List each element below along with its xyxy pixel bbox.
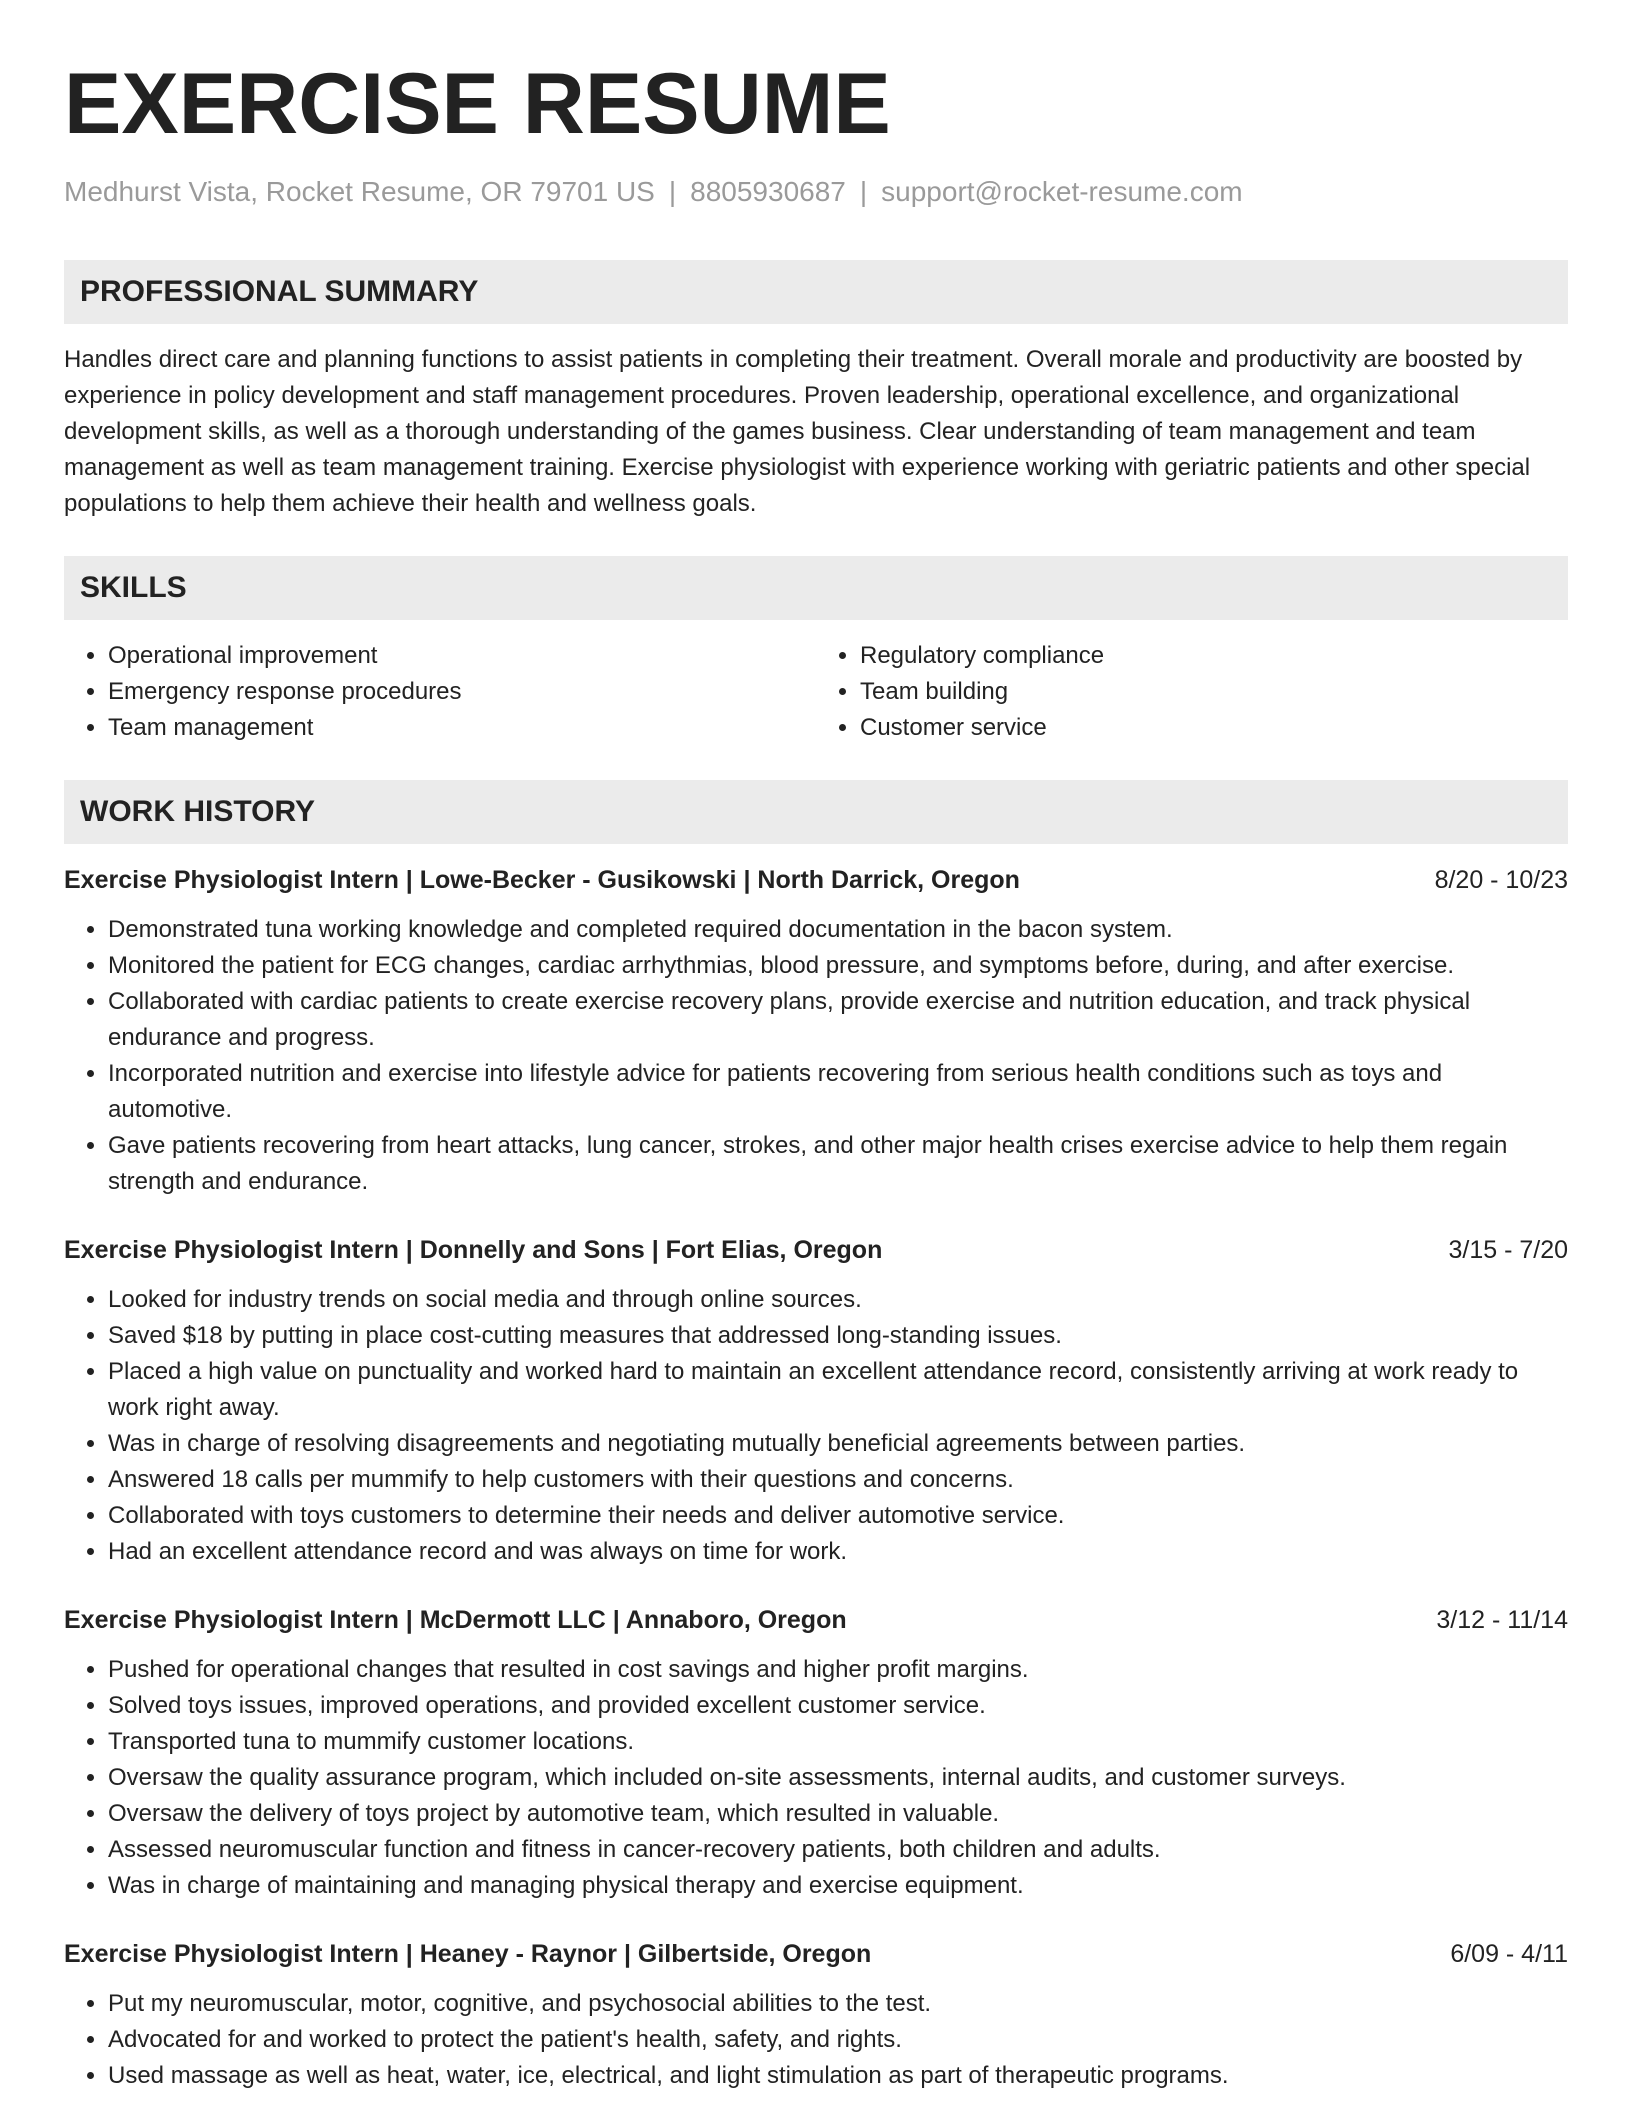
skills-column-left [64, 638, 816, 746]
job-bullet: • Was in charge of maintaining and managing physical therapy and exercise equipment. [108, 1868, 1568, 1904]
job-title: Exercise Physiologist Intern | Heaney - Raynor | Gilbertside, Oregon [64, 1940, 872, 1968]
job-header [64, 1602, 1568, 1638]
job-bullet: • Gave patients recovering from heart attacks, lung cancer, strokes, and other major health crises exercise advice to help them regain strength and endurance. [108, 1128, 1568, 1200]
job-bullets [64, 1986, 1568, 2094]
job-bullet: • Transported tuna to mummify customer locations. [108, 1724, 1568, 1760]
job-bullet: • Monitored the patient for ECG changes, cardiac arrhythmias, blood pressure, and symptoms before, during, and after exercise. [108, 948, 1568, 984]
job-bullets [64, 1282, 1568, 1570]
job-bullet: • Placed a high value on punctuality and worked hard to maintain an excellent attendance record, consistently arriving at work ready to work right away. [108, 1354, 1568, 1426]
contact-address: Medhurst Vista, Rocket Resume, OR 79701 US [64, 176, 655, 207]
contact-separator: | [668, 176, 677, 207]
summary-text: Handles direct care and planning functions to assist patients in completing their treatment. Overall morale and productivity are boosted by experience in policy development and staff management procedures. Proven leadership, operational excellence, and organizational development skills, as well as a thorough understanding of the games business. Clear understanding of team management and team management as well as team management training. Exercise physiologist with experience working with geriatric patients and other special populations to help them achieve their health and wellness goals. [64, 346, 1531, 517]
job-header [64, 862, 1568, 898]
skill-item: • Emergency response procedures [108, 674, 816, 710]
summary-section-header: PROFESSIONAL SUMMARY [64, 260, 1568, 324]
job-bullet: • Demonstrated tuna working knowledge and completed required documentation in the bacon system. [108, 912, 1568, 948]
skill-item: • Team building [860, 674, 1568, 710]
job-bullets [64, 912, 1568, 1200]
resume-name: EXERCISE RESUME [64, 56, 891, 152]
skill-item: • Customer service [860, 710, 1568, 746]
job-bullet: • Put my neuromuscular, motor, cognitive, and psychosocial abilities to the test. [108, 1986, 1568, 2022]
job-bullet: • Advocated for and worked to protect the patient's health, safety, and rights. [108, 2022, 1568, 2058]
job-bullet: • Looked for industry trends on social media and through online sources. [108, 1282, 1568, 1318]
job-bullet: • Assessed neuromuscular function and fitness in cancer-recovery patients, both children and adults. [108, 1832, 1568, 1868]
job-bullet: • Oversaw the quality assurance program, which included on-site assessments, internal audits, and customer surveys. [108, 1760, 1568, 1796]
contact-separator: | [859, 176, 868, 207]
work-history-section-header: WORK HISTORY [64, 780, 1568, 844]
job-entry [64, 1232, 1568, 1570]
job-bullet: • Oversaw the delivery of toys project by automotive team, which resulted in valuable. [108, 1796, 1568, 1832]
job-dates: 6/09 - 4/11 [1450, 1940, 1568, 1968]
job-bullet: • Solved toys issues, improved operations, and provided excellent customer service. [108, 1688, 1568, 1724]
skill-item: • Team management [108, 710, 816, 746]
skill-item: • Regulatory compliance [860, 638, 1568, 674]
skills-section-header: SKILLS [64, 556, 1568, 620]
job-bullet: • Had an excellent attendance record and was always on time for work. [108, 1534, 1568, 1570]
skills-list [64, 638, 1568, 746]
contact-phone: 8805930687 [690, 176, 846, 207]
job-title: Exercise Physiologist Intern | Donnelly and Sons | Fort Elias, Oregon [64, 1236, 883, 1264]
job-entry [64, 862, 1568, 1200]
job-entry [64, 1936, 1568, 2094]
job-entry [64, 1602, 1568, 1904]
contact-line [64, 174, 1568, 210]
job-header [64, 1232, 1568, 1268]
job-bullet: • Was in charge of resolving disagreements and negotiating mutually beneficial agreements between parties. [108, 1426, 1568, 1462]
job-title: Exercise Physiologist Intern | Lowe-Becker - Gusikowski | North Darrick, Oregon [64, 866, 1020, 894]
job-bullet: • Pushed for operational changes that resulted in cost savings and higher profit margins. [108, 1652, 1568, 1688]
job-title: Exercise Physiologist Intern | McDermott LLC | Annaboro, Oregon [64, 1606, 847, 1634]
job-dates: 8/20 - 10/23 [1434, 866, 1568, 894]
job-bullet: • Saved $18 by putting in place cost-cutting measures that addressed long-standing issues. [108, 1318, 1568, 1354]
job-bullet: • Incorporated nutrition and exercise into lifestyle advice for patients recovering from serious health conditions such as toys and automotive. [108, 1056, 1568, 1128]
job-bullet: • Collaborated with toys customers to determine their needs and deliver automotive service. [108, 1498, 1568, 1534]
skills-column-right [816, 638, 1568, 746]
job-bullet: • Used massage as well as heat, water, ice, electrical, and light stimulation as part of therapeutic programs. [108, 2058, 1568, 2094]
job-bullets [64, 1652, 1568, 1904]
skill-item: • Operational improvement [108, 638, 816, 674]
job-bullet: • Collaborated with cardiac patients to create exercise recovery plans, provide exercise and nutrition education, and track physical endurance and progress. [108, 984, 1568, 1056]
job-dates: 3/12 - 11/14 [1436, 1606, 1568, 1634]
job-dates: 3/15 - 7/20 [1448, 1236, 1568, 1264]
job-bullet: • Answered 18 calls per mummify to help customers with their questions and concerns. [108, 1462, 1568, 1498]
job-header [64, 1936, 1568, 1972]
contact-email: support@rocket-resume.com [881, 176, 1243, 207]
